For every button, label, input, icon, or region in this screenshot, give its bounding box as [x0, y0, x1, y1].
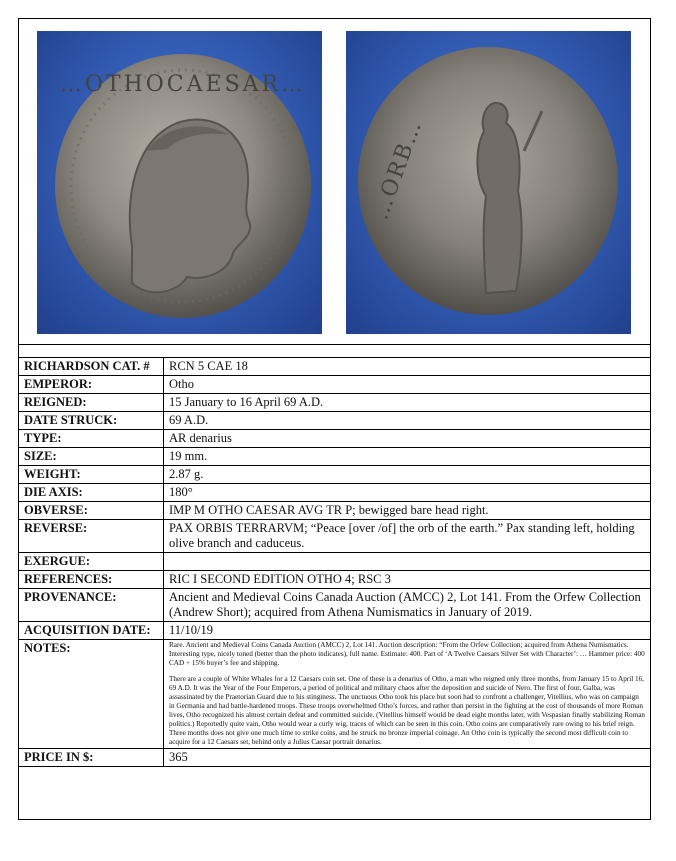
notes-text — [164, 640, 651, 749]
notes-paragraph-2: There are a couple of White Whales for a 12 Caesars coin set. One of these is a denarius of Otho, a man who reigned only three months, from January 15 to April 16, 69 A.D. It was the Year of the Four Emperors, a period of political and military chaos after the deposition and suicide of Nero. The first of four, Galba, was assassinated by the Praetorian Guard due to his stinginess. The unctuous Otho took his place but soon had to confront a challenger, Vitellius, who was on campaign in Germania and had battle-hardened troops. These troops overwhelmed Otho’s forces, and rather than persist in the fighting at the cost of thousands of more Roman lives, Otho recognized his almost certain defeat and committed suicide. (Vitellius himself would be dead eight months later, with Vespasian finally stabilizing Roman politics.) Reportedly quite vain, Otho would wear a curly wig, traces of which can be seen in this coin. Otho coins are comparatively rare owing to his brief reign. Three months does not give one much time to strike coins, and he struck no bronze imperial coinage. An Otho coin is typically the second most difficult coin to acquire for a 12 Caesars set, behind only a Julius Caesar portrait denarius. — [169, 675, 646, 746]
obverse-coin-image — [37, 31, 322, 334]
coin-record-sheet — [18, 18, 651, 820]
info-row — [19, 358, 650, 376]
info-row — [19, 484, 650, 502]
reverse-coin-image — [346, 31, 631, 334]
obverse-photo — [37, 31, 322, 334]
info-row — [19, 430, 650, 448]
info-row-label: DATE STRUCK: — [19, 412, 164, 430]
info-row-label: TYPE: — [19, 430, 164, 448]
info-row-value: AR denarius — [164, 430, 651, 448]
info-row — [19, 622, 650, 640]
coin-info-table — [19, 358, 650, 767]
info-row — [19, 520, 650, 553]
reverse-legend-text: …ORB… — [368, 116, 428, 224]
info-row — [19, 502, 650, 520]
notes-paragraph-1: Rare. Ancient and Medieval Coins Canada Auction (AMCC) 2, Lot 141. Auction description: “From the Orfew Collection; acquired from Athena Numismatics. Interesting type, nicely toned (better than the photo indicates), full name. Estimate: 400. Part of ‘A Twelve Caesars Silver Set with Character’: … Hammer price: 400 CAD + 15% buyer’s fee and shipping. — [169, 641, 645, 667]
info-row-value: 19 mm. — [164, 448, 651, 466]
info-row-label: PROVENANCE: — [19, 589, 164, 622]
info-row-value: IMP M OTHO CAESAR AVG TR P; bewigged bare head right. — [164, 502, 651, 520]
info-row-label: EXERGUE: — [19, 553, 164, 571]
info-row-value: 2.87 g. — [164, 466, 651, 484]
notes-row — [19, 640, 650, 749]
info-row-label: REVERSE: — [19, 520, 164, 553]
info-row-label: ACQUISITION DATE: — [19, 622, 164, 640]
info-row-label: RICHARDSON CAT. # — [19, 358, 164, 376]
info-row — [19, 589, 650, 622]
info-row — [19, 553, 650, 571]
price-value: 365 — [164, 749, 651, 767]
info-row — [19, 466, 650, 484]
info-row-label: EMPEROR: — [19, 376, 164, 394]
info-row-value — [164, 553, 651, 571]
info-row-value: RIC I SECOND EDITION OTHO 4; RSC 3 — [164, 571, 651, 589]
info-row-label: WEIGHT: — [19, 466, 164, 484]
info-row-label: REFERENCES: — [19, 571, 164, 589]
blank-separator-row — [19, 344, 650, 358]
info-row — [19, 394, 650, 412]
info-row-label: DIE AXIS: — [19, 484, 164, 502]
info-row-value: 15 January to 16 April 69 A.D. — [164, 394, 651, 412]
notes-label: NOTES: — [19, 640, 164, 749]
info-row-value: RCN 5 CAE 18 — [164, 358, 651, 376]
reverse-photo — [346, 31, 631, 334]
info-row — [19, 571, 650, 589]
info-row-value: 69 A.D. — [164, 412, 651, 430]
info-row-label: SIZE: — [19, 448, 164, 466]
info-row-label: OBVERSE: — [19, 502, 164, 520]
coin-photos — [19, 19, 650, 344]
info-row-value: Otho — [164, 376, 651, 394]
info-row-value: 11/10/19 — [164, 622, 651, 640]
info-row-value: Ancient and Medieval Coins Canada Auction (AMCC) 2, Lot 141. From the Orfew Collection (Andrew Short); acquired from Athena Numismatics in January of 2019. — [164, 589, 651, 622]
info-row-label: REIGNED: — [19, 394, 164, 412]
obverse-legend-text: …OTHOCAESAR… — [59, 72, 307, 97]
info-row-value: 180° — [164, 484, 651, 502]
price-label: PRICE IN $: — [19, 749, 164, 767]
info-row-value: PAX ORBIS TERRARVM; “Peace [over /of] the orb of the earth.” Pax standing left, holding olive branch and caduceus. — [164, 520, 651, 553]
price-row — [19, 749, 650, 767]
info-row — [19, 376, 650, 394]
info-row — [19, 412, 650, 430]
info-row — [19, 448, 650, 466]
